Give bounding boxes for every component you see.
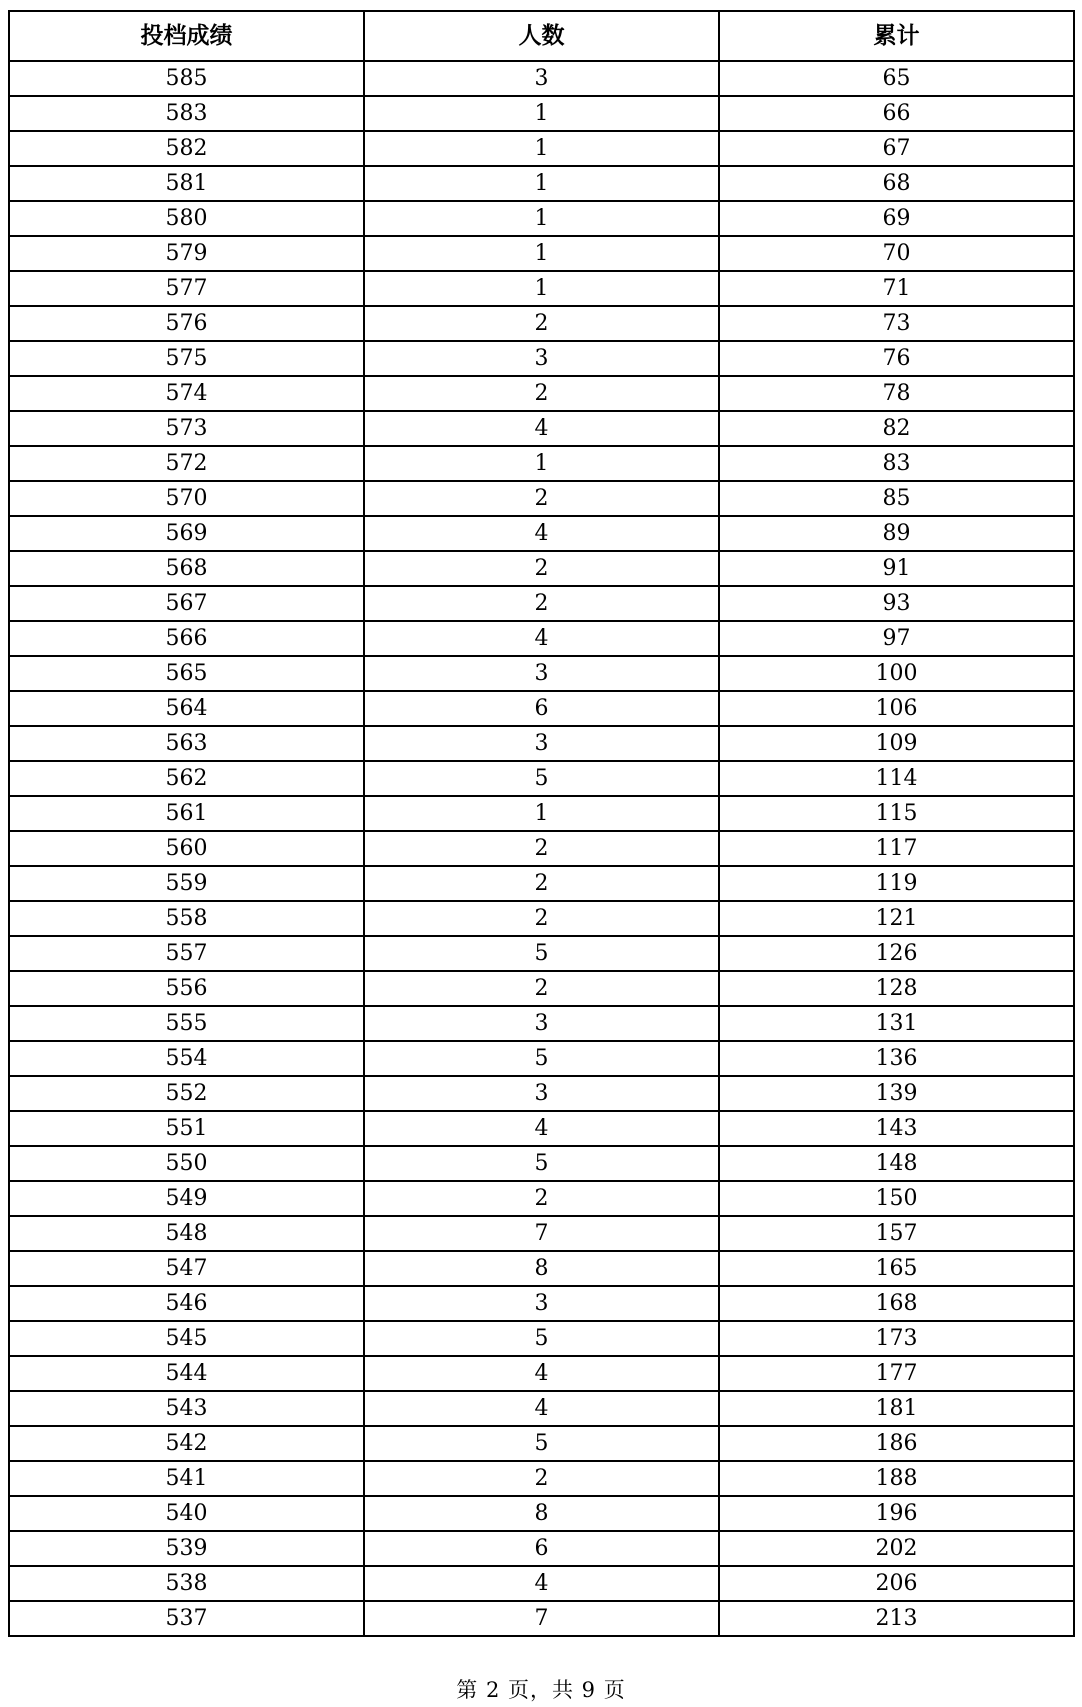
cell-cumulative: 148 [719, 1146, 1074, 1181]
cell-score: 555 [9, 1006, 364, 1041]
table-row [9, 866, 1074, 901]
cell-count: 8 [364, 1251, 719, 1286]
cell-score: 579 [9, 236, 364, 271]
cell-score: 551 [9, 1111, 364, 1146]
cell-cumulative: 202 [719, 1531, 1074, 1566]
cell-score: 549 [9, 1181, 364, 1216]
cell-score: 545 [9, 1321, 364, 1356]
table-row [9, 1286, 1074, 1321]
cell-score: 565 [9, 656, 364, 691]
table-row [9, 761, 1074, 796]
cell-cumulative: 115 [719, 796, 1074, 831]
table-row [9, 1321, 1074, 1356]
cell-count: 5 [364, 761, 719, 796]
table-row [9, 1216, 1074, 1251]
cell-score: 567 [9, 586, 364, 621]
table-row [9, 726, 1074, 761]
cell-score: 563 [9, 726, 364, 761]
cell-score: 548 [9, 1216, 364, 1251]
table-row [9, 1566, 1074, 1601]
cell-count: 1 [364, 236, 719, 271]
cell-cumulative: 119 [719, 866, 1074, 901]
cell-count: 4 [364, 411, 719, 446]
cell-cumulative: 136 [719, 1041, 1074, 1076]
cell-score: 582 [9, 131, 364, 166]
cell-score: 570 [9, 481, 364, 516]
cell-count: 2 [364, 1181, 719, 1216]
cell-count: 3 [364, 726, 719, 761]
cell-cumulative: 66 [719, 96, 1074, 131]
cell-count: 2 [364, 586, 719, 621]
cell-score: 575 [9, 341, 364, 376]
table-row [9, 1146, 1074, 1181]
cell-score: 576 [9, 306, 364, 341]
cell-cumulative: 91 [719, 551, 1074, 586]
cell-count: 1 [364, 796, 719, 831]
cell-score: 554 [9, 1041, 364, 1076]
cell-count: 2 [364, 971, 719, 1006]
table-row [9, 1006, 1074, 1041]
cell-count: 3 [364, 1006, 719, 1041]
cell-count: 1 [364, 271, 719, 306]
cell-cumulative: 67 [719, 131, 1074, 166]
cell-cumulative: 173 [719, 1321, 1074, 1356]
cell-score: 559 [9, 866, 364, 901]
table-header [9, 11, 1074, 61]
cell-count: 5 [364, 1146, 719, 1181]
table-row [9, 271, 1074, 306]
cell-count: 3 [364, 1076, 719, 1111]
cell-count: 2 [364, 901, 719, 936]
table-row [9, 621, 1074, 656]
cell-count: 1 [364, 446, 719, 481]
cell-cumulative: 109 [719, 726, 1074, 761]
header-count: 人数 [364, 11, 719, 61]
cell-score: 583 [9, 96, 364, 131]
cell-cumulative: 71 [719, 271, 1074, 306]
table-row [9, 551, 1074, 586]
table-row [9, 376, 1074, 411]
cell-count: 4 [364, 1566, 719, 1601]
cell-count: 3 [364, 656, 719, 691]
table-row [9, 691, 1074, 726]
cell-count: 4 [364, 1111, 719, 1146]
table-row [9, 96, 1074, 131]
cell-count: 8 [364, 1496, 719, 1531]
cell-cumulative: 78 [719, 376, 1074, 411]
cell-cumulative: 68 [719, 166, 1074, 201]
cell-score: 569 [9, 516, 364, 551]
cell-count: 4 [364, 1391, 719, 1426]
cell-count: 3 [364, 61, 719, 96]
table-row [9, 446, 1074, 481]
table-row [9, 166, 1074, 201]
cell-score: 537 [9, 1601, 364, 1636]
cell-score: 573 [9, 411, 364, 446]
cell-count: 1 [364, 166, 719, 201]
table-row [9, 586, 1074, 621]
cell-count: 5 [364, 1321, 719, 1356]
table-row [9, 411, 1074, 446]
cell-count: 1 [364, 96, 719, 131]
cell-cumulative: 121 [719, 901, 1074, 936]
cell-score: 552 [9, 1076, 364, 1111]
cell-score: 566 [9, 621, 364, 656]
table-row [9, 831, 1074, 866]
cell-cumulative: 157 [719, 1216, 1074, 1251]
cell-score: 562 [9, 761, 364, 796]
table-row [9, 971, 1074, 1006]
cell-cumulative: 188 [719, 1461, 1074, 1496]
table-row [9, 936, 1074, 971]
cell-cumulative: 85 [719, 481, 1074, 516]
cell-score: 585 [9, 61, 364, 96]
cell-cumulative: 206 [719, 1566, 1074, 1601]
cell-count: 4 [364, 621, 719, 656]
cell-count: 5 [364, 936, 719, 971]
cell-score: 572 [9, 446, 364, 481]
cell-cumulative: 126 [719, 936, 1074, 971]
table-row [9, 131, 1074, 166]
cell-score: 543 [9, 1391, 364, 1426]
table-row [9, 516, 1074, 551]
cell-count: 2 [364, 306, 719, 341]
cell-cumulative: 131 [719, 1006, 1074, 1041]
cell-score: 557 [9, 936, 364, 971]
header-row [9, 11, 1074, 61]
cell-count: 7 [364, 1601, 719, 1636]
header-score: 投档成绩 [9, 11, 364, 61]
cell-count: 7 [364, 1216, 719, 1251]
cell-score: 577 [9, 271, 364, 306]
cell-cumulative: 181 [719, 1391, 1074, 1426]
table-body [9, 61, 1074, 1636]
cell-score: 546 [9, 1286, 364, 1321]
table-row [9, 1251, 1074, 1286]
cell-score: 580 [9, 201, 364, 236]
table-row [9, 341, 1074, 376]
cell-cumulative: 97 [719, 621, 1074, 656]
cell-cumulative: 117 [719, 831, 1074, 866]
cell-cumulative: 186 [719, 1426, 1074, 1461]
cell-cumulative: 114 [719, 761, 1074, 796]
table-row [9, 236, 1074, 271]
score-table [8, 10, 1075, 1637]
table-row [9, 1111, 1074, 1146]
cell-cumulative: 168 [719, 1286, 1074, 1321]
table-row [9, 901, 1074, 936]
cell-cumulative: 143 [719, 1111, 1074, 1146]
cell-count: 1 [364, 131, 719, 166]
cell-count: 2 [364, 481, 719, 516]
cell-count: 6 [364, 691, 719, 726]
page-footer: 第 2 页，共 9 页 [456, 1678, 626, 1702]
cell-count: 2 [364, 831, 719, 866]
cell-score: 538 [9, 1566, 364, 1601]
table-row [9, 1076, 1074, 1111]
table-row [9, 796, 1074, 831]
cell-score: 544 [9, 1356, 364, 1391]
table-row [9, 1461, 1074, 1496]
cell-score: 560 [9, 831, 364, 866]
cell-cumulative: 89 [719, 516, 1074, 551]
table-row [9, 1356, 1074, 1391]
cell-score: 540 [9, 1496, 364, 1531]
cell-score: 550 [9, 1146, 364, 1181]
table-row [9, 306, 1074, 341]
cell-count: 2 [364, 1461, 719, 1496]
cell-count: 6 [364, 1531, 719, 1566]
cell-cumulative: 93 [719, 586, 1074, 621]
cell-count: 5 [364, 1041, 719, 1076]
cell-count: 5 [364, 1426, 719, 1461]
cell-cumulative: 139 [719, 1076, 1074, 1111]
cell-cumulative: 65 [719, 61, 1074, 96]
cell-cumulative: 177 [719, 1356, 1074, 1391]
table-row [9, 1426, 1074, 1461]
table-row [9, 1496, 1074, 1531]
table-row [9, 1601, 1074, 1636]
cell-score: 564 [9, 691, 364, 726]
header-cumulative: 累计 [719, 11, 1074, 61]
cell-cumulative: 106 [719, 691, 1074, 726]
cell-cumulative: 69 [719, 201, 1074, 236]
cell-count: 4 [364, 1356, 719, 1391]
cell-count: 2 [364, 551, 719, 586]
cell-score: 558 [9, 901, 364, 936]
cell-cumulative: 76 [719, 341, 1074, 376]
cell-count: 3 [364, 341, 719, 376]
cell-count: 1 [364, 201, 719, 236]
cell-score: 561 [9, 796, 364, 831]
cell-score: 547 [9, 1251, 364, 1286]
cell-cumulative: 73 [719, 306, 1074, 341]
cell-count: 2 [364, 376, 719, 411]
table-row [9, 1041, 1074, 1076]
cell-score: 542 [9, 1426, 364, 1461]
cell-count: 3 [364, 1286, 719, 1321]
cell-cumulative: 100 [719, 656, 1074, 691]
table-row [9, 1181, 1074, 1216]
cell-cumulative: 83 [719, 446, 1074, 481]
table-row [9, 481, 1074, 516]
cell-score: 574 [9, 376, 364, 411]
cell-count: 2 [364, 866, 719, 901]
cell-cumulative: 82 [719, 411, 1074, 446]
cell-count: 4 [364, 516, 719, 551]
cell-cumulative: 128 [719, 971, 1074, 1006]
cell-score: 556 [9, 971, 364, 1006]
cell-score: 568 [9, 551, 364, 586]
table-row [9, 656, 1074, 691]
cell-cumulative: 196 [719, 1496, 1074, 1531]
table-row [9, 201, 1074, 236]
cell-cumulative: 165 [719, 1251, 1074, 1286]
table-row [9, 1531, 1074, 1566]
cell-cumulative: 150 [719, 1181, 1074, 1216]
cell-score: 581 [9, 166, 364, 201]
cell-cumulative: 213 [719, 1601, 1074, 1636]
cell-cumulative: 70 [719, 236, 1074, 271]
cell-score: 539 [9, 1531, 364, 1566]
cell-score: 541 [9, 1461, 364, 1496]
table-row [9, 61, 1074, 96]
table-row [9, 1391, 1074, 1426]
